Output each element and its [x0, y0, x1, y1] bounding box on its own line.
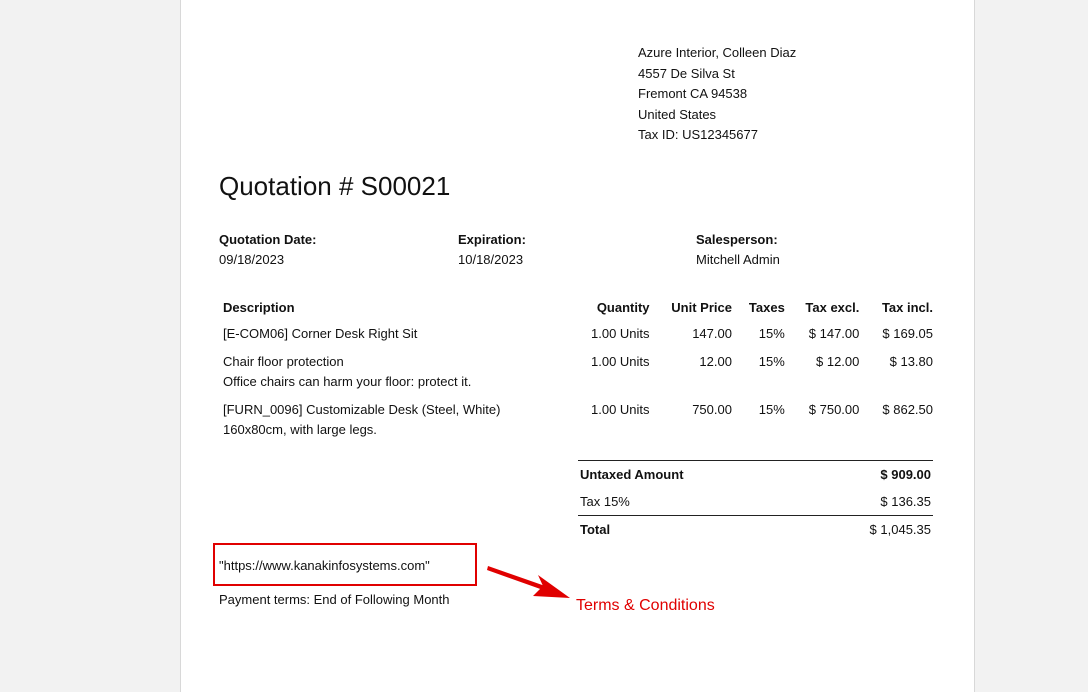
- table-row: [219, 348, 937, 396]
- line-description-main: [FURN_0096] Customizable Desk (Steel, White): [223, 402, 501, 417]
- customer-city: Fremont CA 94538: [638, 86, 748, 101]
- total-label: Total: [578, 516, 799, 544]
- line-unit-price: 147.00: [692, 326, 732, 341]
- header-tax-excl: Tax excl.: [805, 300, 860, 315]
- line-taxes: 15%: [758, 402, 785, 417]
- table-row: [219, 396, 937, 444]
- website-url: "https://www.kanakinfosystems.com": [219, 558, 430, 573]
- line-unit-price: 12.00: [699, 354, 732, 369]
- order-lines-table: [219, 296, 937, 444]
- customer-street: 4557 De Silva St: [638, 65, 735, 81]
- untaxed-amount-value: $ 909.00: [799, 461, 933, 489]
- payment-terms: Payment terms: End of Following Month: [219, 592, 450, 607]
- quotation-date-block: [219, 230, 317, 270]
- tax-label: Tax 15%: [580, 494, 630, 509]
- quotation-date-label: Quotation Date:: [219, 232, 317, 247]
- terms-conditions-link[interactable]: Terms & Conditions: [576, 597, 715, 614]
- line-description-main: [E-COM06] Corner Desk Right Sit: [223, 326, 418, 341]
- header-quantity: Quantity: [596, 300, 650, 315]
- line-tax-incl: $ 13.80: [889, 354, 933, 369]
- header-unit-price: Unit Price: [671, 300, 732, 315]
- header-taxes: Taxes: [748, 300, 785, 315]
- line-taxes: 15%: [758, 354, 785, 369]
- line-description-detail: 160x80cm, with large legs.: [223, 422, 377, 437]
- customer-tax-id: Tax ID: US12345677: [638, 127, 758, 142]
- line-tax-excl: $ 147.00: [808, 326, 860, 341]
- line-tax-excl: $ 750.00: [808, 402, 860, 417]
- quotation-date-value: 09/18/2023: [219, 252, 285, 267]
- line-quantity: 1.00 Units: [591, 326, 650, 341]
- line-description: [219, 396, 556, 444]
- salesperson-label: Salesperson:: [696, 232, 778, 247]
- line-description: [219, 348, 556, 396]
- line-tax-incl: $ 169.05: [882, 326, 933, 341]
- line-description-detail: Office chairs can harm your floor: protect it.: [223, 374, 472, 389]
- total-value: $ 1,045.35: [799, 516, 933, 544]
- page-title: Quotation # S00021: [219, 171, 451, 201]
- expiration-label: Expiration:: [458, 232, 526, 247]
- salesperson-value: Mitchell Admin: [696, 252, 780, 267]
- total-row: [578, 516, 933, 544]
- annotation-arrow-icon: [486, 564, 576, 604]
- header-description: Description: [223, 300, 295, 315]
- salesperson-block: [696, 230, 780, 270]
- line-tax-excl: $ 12.00: [816, 354, 860, 369]
- expiration-value: 10/18/2023: [458, 252, 524, 267]
- line-taxes: 15%: [758, 326, 785, 341]
- line-description: [219, 321, 556, 348]
- table-header-row: [219, 296, 937, 321]
- table-row: [219, 321, 937, 348]
- line-quantity: 1.00 Units: [591, 402, 650, 417]
- header-tax-incl: Tax incl.: [881, 300, 933, 315]
- line-unit-price: 750.00: [692, 402, 732, 417]
- expiration-block: [458, 230, 526, 270]
- untaxed-amount-label: Untaxed Amount: [578, 461, 799, 489]
- untaxed-amount-row: [578, 461, 933, 489]
- line-description-main: Chair floor protection: [223, 354, 344, 369]
- customer-name: Azure Interior, Colleen Diaz: [638, 45, 797, 60]
- line-quantity: 1.00 Units: [591, 354, 650, 369]
- line-tax-incl: $ 862.50: [882, 402, 933, 417]
- customer-country: United States: [638, 106, 717, 122]
- quotation-page: [180, 0, 975, 692]
- customer-address: [638, 43, 796, 146]
- totals-table: [578, 460, 933, 543]
- tax-row: [578, 488, 933, 516]
- tax-value: $ 136.35: [880, 494, 931, 509]
